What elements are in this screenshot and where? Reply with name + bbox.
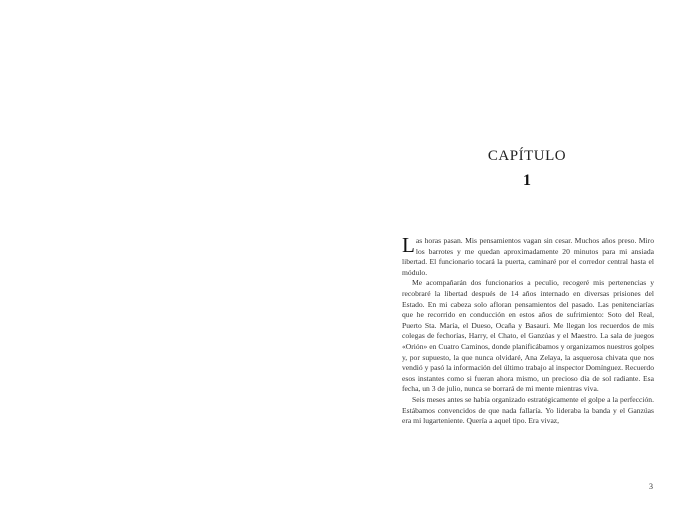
body-text	[402, 233, 654, 427]
paragraph-1-text: as horas pasan. Mis pensamientos vagan sin cesar. Muchos años preso. Miro los barrotes y me quedan aproximadamente 20 minutos para mi ansiada libertad. El funcionario tocará la puerta, caminaré por el corredor central hasta el módulo.	[402, 236, 654, 277]
drop-cap: L	[402, 233, 415, 257]
chapter-title: CAPÍTULO	[487, 148, 567, 164]
paragraph-2: Me acompañarán dos funcionarios a peculio, recogeré mis pertenencias y recobraré la libertad después de 14 años internado en diversas prisiones del Estado. En mi cabeza solo afloran pensamientos del pasado. Las penitenciarías que he recorrido en conducción en estos años de sufrimiento: Soto del Real, Puerto Sta. María, el Dueso, Ocaña y Basauri. Me llegan los recuerdos de mis colegas de fechorías, Harry, el Chato, el Ganzúas y el Maestro. La sala de juegos «Orión» en Cuatro Caminos, donde planificábamos y organizamos nuestros golpes y, por supuesto, la que nunca olvidaré, Ana Zelaya, la asquerosa chivata que nos vendió y pasó la información del último trabajo al inspector Domínguez. Recuerdo esos instantes como si fueran ahora mismo, un precioso día de sol radiante. Esa fecha, un 3 de julio, nunca se borrará de mi mente mientras viva.	[402, 278, 654, 394]
chapter-number: 1	[523, 172, 531, 189]
paragraph-1	[402, 233, 654, 278]
page-number: 3	[649, 482, 653, 491]
paragraph-3: Seis meses antes se había organizado estratégicamente el golpe a la perfección. Estábamos convencidos de que nada fallaría. Yo lideraba la banda y el Ganzúas era mi lugarteniente. Quería a aquel tipo. Era vivaz,	[402, 394, 654, 426]
